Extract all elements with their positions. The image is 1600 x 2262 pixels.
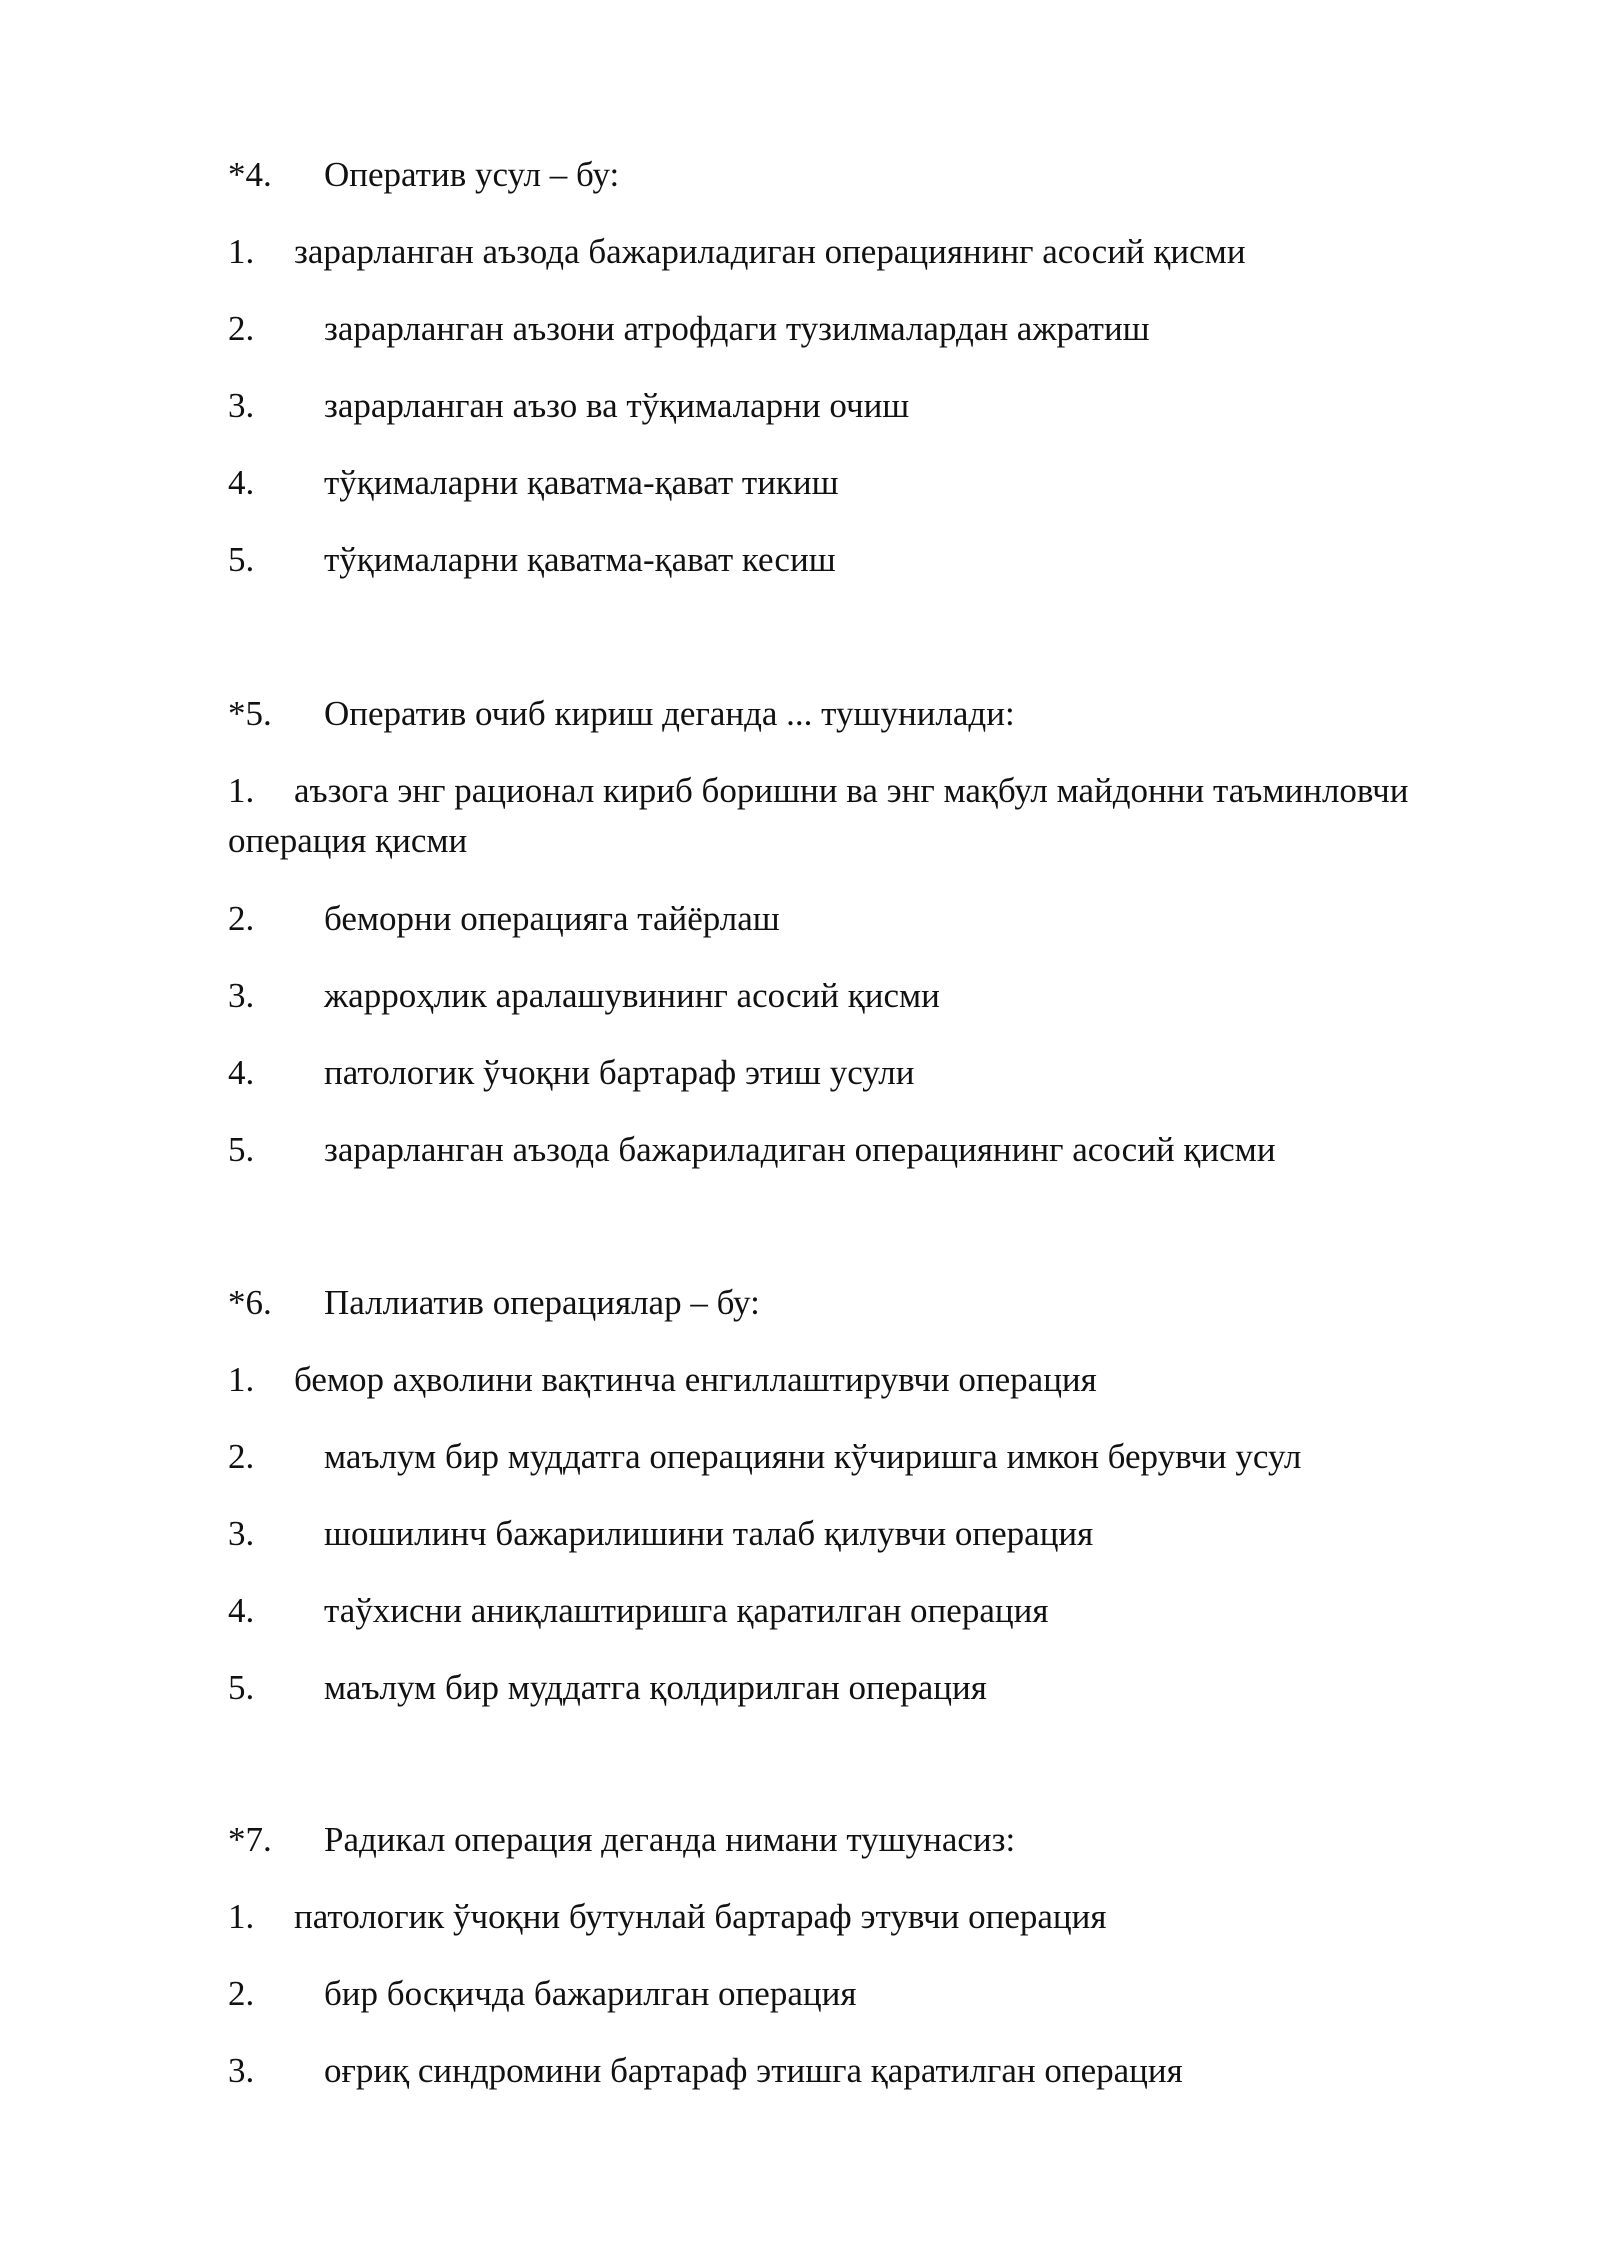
answer-text: бир босқичда бажарилган операция — [324, 1974, 857, 2013]
answer-text: патологик ўчоқни бартараф этиш усули — [324, 1053, 915, 1092]
answer-text: тўқималарни қаватма-қават кесиш — [324, 540, 836, 579]
answer-number: 2. — [228, 1437, 255, 1476]
answer-number: 2. — [228, 899, 255, 938]
answer-number: 5. — [228, 1130, 255, 1169]
question-6 — [228, 1278, 1428, 1740]
answer-option — [228, 766, 1428, 894]
answer-number: 3. — [228, 386, 255, 425]
answer-option — [228, 1586, 1428, 1663]
question-number: *6. — [228, 1283, 272, 1322]
question-number: *7. — [228, 1820, 272, 1859]
answer-number: 2. — [228, 1974, 255, 2013]
question-number: *5. — [228, 694, 272, 733]
answer-option — [228, 1969, 1428, 2046]
answer-number: 1. — [228, 1897, 255, 1936]
answer-option — [228, 2046, 1428, 2123]
answer-text: зарарланган аъзо ва тўқималарни очиш — [324, 386, 910, 425]
answer-number: 1. — [228, 771, 255, 810]
answer-option — [228, 1355, 1428, 1432]
question-4 — [228, 150, 1428, 612]
answer-text: таўхисни аниқлаштиришга қаратилган операция — [324, 1591, 1049, 1630]
answer-text: патологик ўчоқни бутунлай бартараф этувчи операция — [294, 1897, 1107, 1936]
answer-option — [228, 894, 1428, 971]
answer-text: зарарланган аъзода бажариладиган операциянинг асосий қисми — [324, 1130, 1276, 1169]
question-title — [228, 1815, 1428, 1892]
answer-option — [228, 1048, 1428, 1125]
answer-option — [228, 1432, 1428, 1509]
answer-text: бемор аҳволини вақтинча енгиллаштирувчи операция — [294, 1360, 1097, 1399]
answer-text: маълум бир муддатга операцияни кўчиришга имкон берувчи усул — [324, 1437, 1302, 1476]
question-title — [228, 150, 1428, 227]
answer-number: 1. — [228, 232, 255, 271]
answer-option — [228, 1509, 1428, 1586]
answer-number: 4. — [228, 463, 255, 502]
question-title — [228, 1278, 1428, 1355]
answer-text: зарарланган аъзода бажариладиган операциянинг асосий қисми — [294, 232, 1246, 271]
question-title — [228, 689, 1428, 766]
answer-option — [228, 227, 1428, 304]
answer-text: шошилинч бажарилишини талаб қилувчи операция — [324, 1514, 1094, 1553]
answer-option — [228, 535, 1428, 612]
answer-number: 3. — [228, 976, 255, 1015]
answer-number: 3. — [228, 1514, 255, 1553]
answer-text: аъзога энг рационал кириб боришни ва энг мақбул майдонни таъминловчи операция қисми — [228, 771, 1409, 860]
question-5 — [228, 689, 1428, 1202]
answer-text: оғриқ синдромини бартараф этишга қаратилган операция — [324, 2051, 1183, 2090]
answer-option — [228, 1892, 1428, 1969]
question-text: Оператив очиб кириш деганда ... тушунилади: — [324, 694, 1015, 733]
question-text: Радикал операция деганда нимани тушунасиз: — [324, 1820, 1016, 1859]
answer-option — [228, 458, 1428, 535]
answer-number: 5. — [228, 540, 255, 579]
answer-option — [228, 304, 1428, 381]
answer-text: тўқималарни қаватма-қават тикиш — [324, 463, 839, 502]
answer-number: 4. — [228, 1591, 255, 1630]
answer-number: 4. — [228, 1053, 255, 1092]
answer-number: 5. — [228, 1668, 255, 1707]
answer-number: 3. — [228, 2051, 255, 2090]
question-number: *4. — [228, 155, 272, 194]
answer-number: 2. — [228, 309, 255, 348]
answer-text: жарроҳлик аралашувининг асосий қисми — [324, 976, 940, 1015]
answer-text: беморни операцияга тайёрлаш — [324, 899, 780, 938]
answer-number: 1. — [228, 1360, 255, 1399]
question-text: Оператив усул – бу: — [324, 155, 620, 194]
answer-text: маълум бир муддатга қолдирилган операция — [324, 1668, 987, 1707]
answer-option — [228, 971, 1428, 1048]
question-7 — [228, 1815, 1428, 2123]
question-text: Паллиатив операциялар – бу: — [324, 1283, 760, 1322]
answer-option — [228, 1125, 1428, 1202]
answer-option — [228, 1663, 1428, 1740]
answer-text: зарарланган аъзони атрофдаги тузилмалардан ажратиш — [324, 309, 1150, 348]
answer-option — [228, 381, 1428, 458]
